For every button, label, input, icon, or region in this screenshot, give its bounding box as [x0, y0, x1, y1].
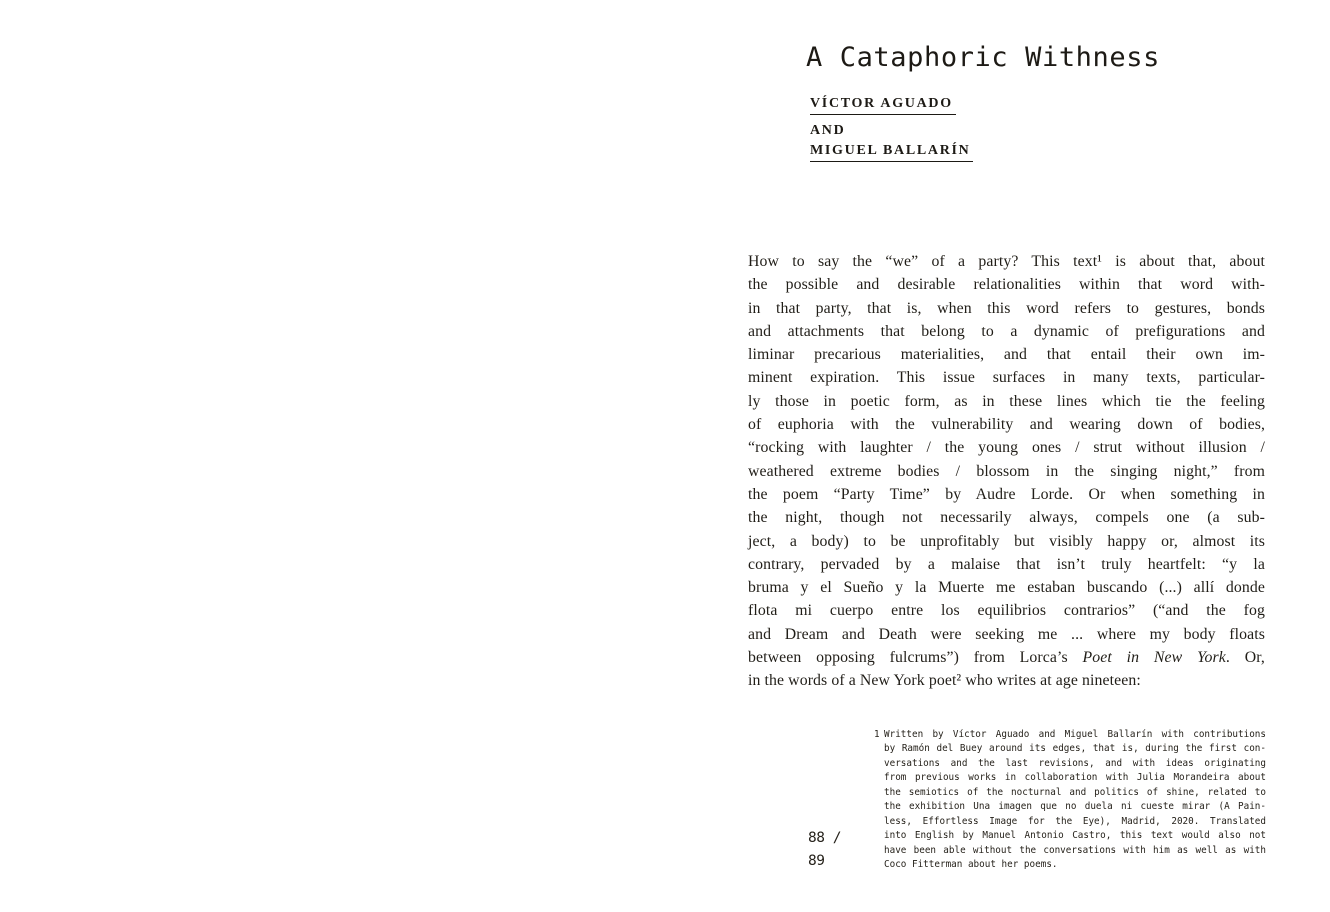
text-line: ly those in poetic form, as in these lines which tie the feeling: [748, 392, 1265, 410]
text-line: the poem “Party Time” by Audre Lorde. Or when something in: [748, 485, 1265, 503]
text-line: contrary, pervaded by a malaise that isn’t truly heartfelt: “y la: [748, 555, 1265, 573]
text-line: and Dream and Death were seeking me ... where my body floats: [748, 625, 1265, 643]
author-row: [810, 97, 973, 115]
page-number-right: 89: [808, 852, 825, 869]
text-line: How to say the “we” of a party? This text¹ is about that, about: [748, 253, 1265, 270]
text-line: have been able without the conversations with him as well as with: [884, 844, 1266, 856]
page-numbers: [808, 827, 841, 872]
text-line: versations and the last revisions, and with ideas originating: [884, 757, 1266, 769]
text-line: the possible and desirable relationalities within that word with-: [748, 276, 1265, 294]
text-line: the exhibition Una imagen que no duela ni cueste mirar (A Pain-: [884, 801, 1266, 813]
text-line: the semiotics of the nocturnal and politics of shine, related to: [884, 786, 1266, 798]
text-line: into English by Manuel Antonio Castro, this text would also not: [884, 830, 1266, 842]
text-line: between opposing fulcrums”) from Lorca’s Poet in New York. Or,: [748, 649, 1265, 667]
footnote: [874, 728, 1266, 873]
footnote-text: [884, 728, 1266, 873]
text-line: of euphoria with the vulnerability and wearing down of bodies,: [748, 416, 1265, 434]
page-number-left: 88 /: [808, 830, 841, 846]
footnote-number: 1: [874, 729, 880, 740]
text-line: flota mi cuerpo entre los equilibrios contrarios” (“and the fog: [748, 602, 1265, 620]
text-line: minent expiration. This issue surfaces in many texts, particular-: [748, 369, 1265, 387]
text-line: liminar precarious materialities, and that entail their own im-: [748, 346, 1265, 364]
text-line: the night, though not necessarily always, compels one (a sub-: [748, 509, 1265, 527]
article-title: A Cataphoric Withness: [806, 42, 1160, 73]
author-name-first: VÍCTOR AGUADO: [810, 97, 956, 115]
author-row: [810, 144, 973, 162]
body-paragraph: [748, 250, 1265, 693]
text-line: bruma y el Sueño y la Muerte me estaban buscando (...) allí donde: [748, 579, 1265, 597]
author-block: [810, 97, 973, 171]
text-line: in the words of a New York poet² who writes at age nineteen:: [748, 672, 1141, 690]
text-line: in that party, that is, when this word refers to gestures, bonds: [748, 299, 1265, 317]
author-conjunction: AND: [810, 123, 846, 138]
text-line: Written by Víctor Aguado and Miguel Ballarín with contributions: [884, 729, 1266, 740]
text-line: weathered extreme bodies / blossom in the singing night,” from: [748, 462, 1265, 480]
author-name-second: MIGUEL BALLARÍN: [810, 144, 973, 162]
text-line: Coco Fitterman about her poems.: [884, 859, 1058, 871]
author-row: [810, 124, 973, 138]
text-line: from previous works in collaboration with Julia Morandeira about: [884, 772, 1266, 784]
text-line: by Ramón del Buey around its edges, that is, during the first con-: [884, 743, 1266, 755]
text-line: less, Effortless Image for the Eye), Madrid, 2020. Translated: [884, 815, 1266, 827]
text-line: “rocking with laughter / the young ones / strut without illusion /: [748, 439, 1265, 457]
text-line: ject, a body) to be unprofitably but visibly happy or, almost its: [748, 532, 1265, 550]
text-line: and attachments that belong to a dynamic of prefigurations and: [748, 322, 1265, 340]
